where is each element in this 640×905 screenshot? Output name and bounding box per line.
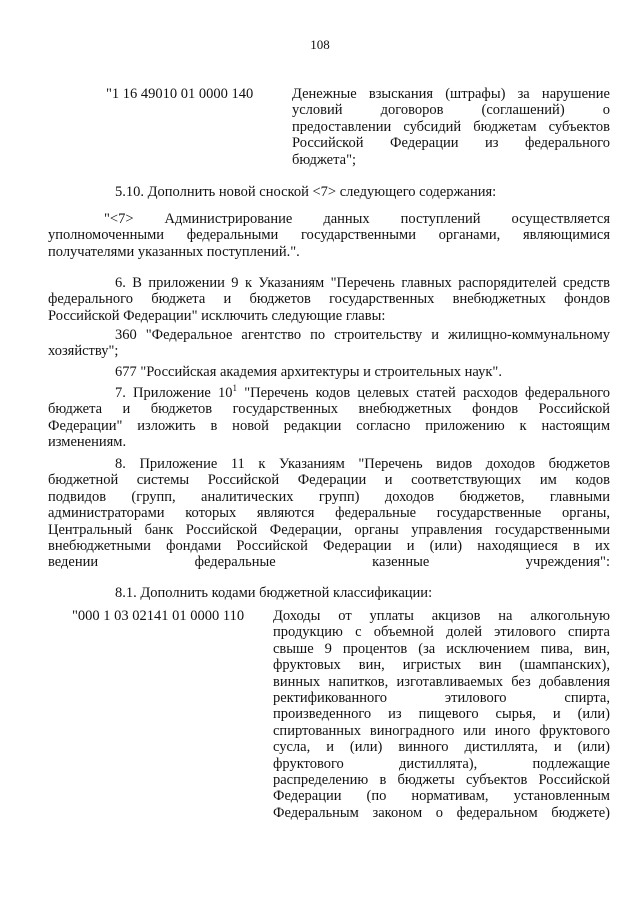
entry1-line-3: предоставлении субсидий бюджетам субъектов xyxy=(292,118,610,135)
entry2-line-3: свыше 9 процентов (за исключением пива, вин, xyxy=(273,640,610,657)
entry2-line-4: фруктовых вин, игристых вин (шампанских), xyxy=(273,657,610,674)
p360-line-2: хозяйству"; xyxy=(48,343,119,360)
footnote7-line-1: "<7> Администрирование данных поступлений осуществляется xyxy=(104,211,610,227)
entry-677 xyxy=(115,364,610,380)
p8-line-3: подвидов (групп, аналитических групп) доходов бюджетов, главными xyxy=(48,488,610,505)
entry2-line-13: Федеральным законом о федеральном бюджете) xyxy=(273,804,610,821)
paragraph-8-1 xyxy=(115,585,610,601)
p6-line-3: Российской Федерации" исключить следующие главы: xyxy=(48,307,386,324)
footnote-7-text xyxy=(48,211,610,260)
p8-line-7: ведении федеральные казенные учреждения": xyxy=(48,554,610,571)
entry1-line-2: условий договоров (соглашений) о xyxy=(292,102,610,119)
p8-line-6: внебюджетными фондами Российской Федерации и (или) находящиеся в их xyxy=(48,538,610,555)
p7-line-2: бюджета и бюджетов государственных внебюджетных фондов Российской xyxy=(48,401,610,418)
p6-line-1: 6. В приложении 9 к Указаниям "Перечень главных распорядителей средств xyxy=(115,275,610,291)
entry2-line-10: фруктового дистиллята), подлежащие xyxy=(273,755,610,772)
p8-line-4: администраторами которых являются федеральные государственные органы, xyxy=(48,505,610,522)
p7-line-4: изменениям. xyxy=(48,434,127,451)
code-1: "1 16 49010 01 0000 140 xyxy=(106,86,254,102)
entry2-line-7: произведенного из пищевого сырья, и (или) xyxy=(273,706,610,723)
entry1-line-4: Российской Федерации из федерального xyxy=(292,135,610,152)
entry2-line-11: распределению в бюджеты субъектов Российской xyxy=(273,772,610,789)
entry2-line-9: сусла, и (или) винного дистиллята, и (или) xyxy=(273,739,610,756)
entry2-line-8: спиртованных виноградного или иного фруктового xyxy=(273,722,610,739)
p7-line-1: 7. Приложение $10^1$ "Перечень кодов целевых статей расходов федерального xyxy=(115,383,611,401)
entry2-line-1: Доходы от уплаты акцизов на алкогольную xyxy=(273,608,610,624)
entry2-line-6: ректификованного этилового спирта, xyxy=(273,690,610,707)
footnote7-line-3: получателями указанных поступлений.". xyxy=(48,243,300,260)
p8-line-1: 8. Приложение 11 к Указаниям "Перечень видов доходов бюджетов xyxy=(115,456,610,472)
entry2-line-12: Федерации (по нормативам, установленным xyxy=(273,788,610,805)
p81-text: 8.1. Дополнить кодами бюджетной классификации: xyxy=(115,585,433,601)
p6-line-2: федерального бюджета и бюджетов государственных внебюджетных фондов xyxy=(48,291,610,308)
p677-text: 677 "Российская академия архитектуры и строительных наук". xyxy=(115,364,502,380)
footnote7-line-2: уполномоченными федеральными государственными органами, являющимися xyxy=(48,227,610,244)
paragraph-7 xyxy=(48,385,610,451)
paragraph-8 xyxy=(48,456,610,571)
entry2-line-5: винных напитков, изготавливаемых без добавления xyxy=(273,673,610,690)
entry1-description xyxy=(292,86,610,168)
paragraph-5-10 xyxy=(115,184,615,200)
p510-text: 5.10. Дополнить новой сноской <7> следующего содержания: xyxy=(115,184,497,200)
entry1-line-1: Денежные взыскания (штрафы) за нарушение xyxy=(292,86,610,102)
code-2: "000 1 03 02141 01 0000 110 xyxy=(72,608,245,624)
p8-line-2: бюджетной системы Российской Федерации и соответствующих им кодов xyxy=(48,472,610,489)
paragraph-6 xyxy=(48,275,610,324)
page-number: 108 xyxy=(310,37,330,52)
entry2-line-2: продукцию с объемной долей этилового спирта xyxy=(273,624,610,641)
p7-line-3: Федерации" изложить в новой редакции согласно приложению к настоящим xyxy=(48,417,610,434)
p360-line-1: 360 "Федеральное агентство по строительству и жилищно-коммунальному xyxy=(115,327,610,343)
entry1-line-5: бюджета"; xyxy=(292,151,357,168)
entry-360 xyxy=(48,327,610,360)
entry2-description xyxy=(273,608,610,821)
p8-line-5: Центральный банк Российской Федерации, органы управления государственными xyxy=(48,521,610,538)
